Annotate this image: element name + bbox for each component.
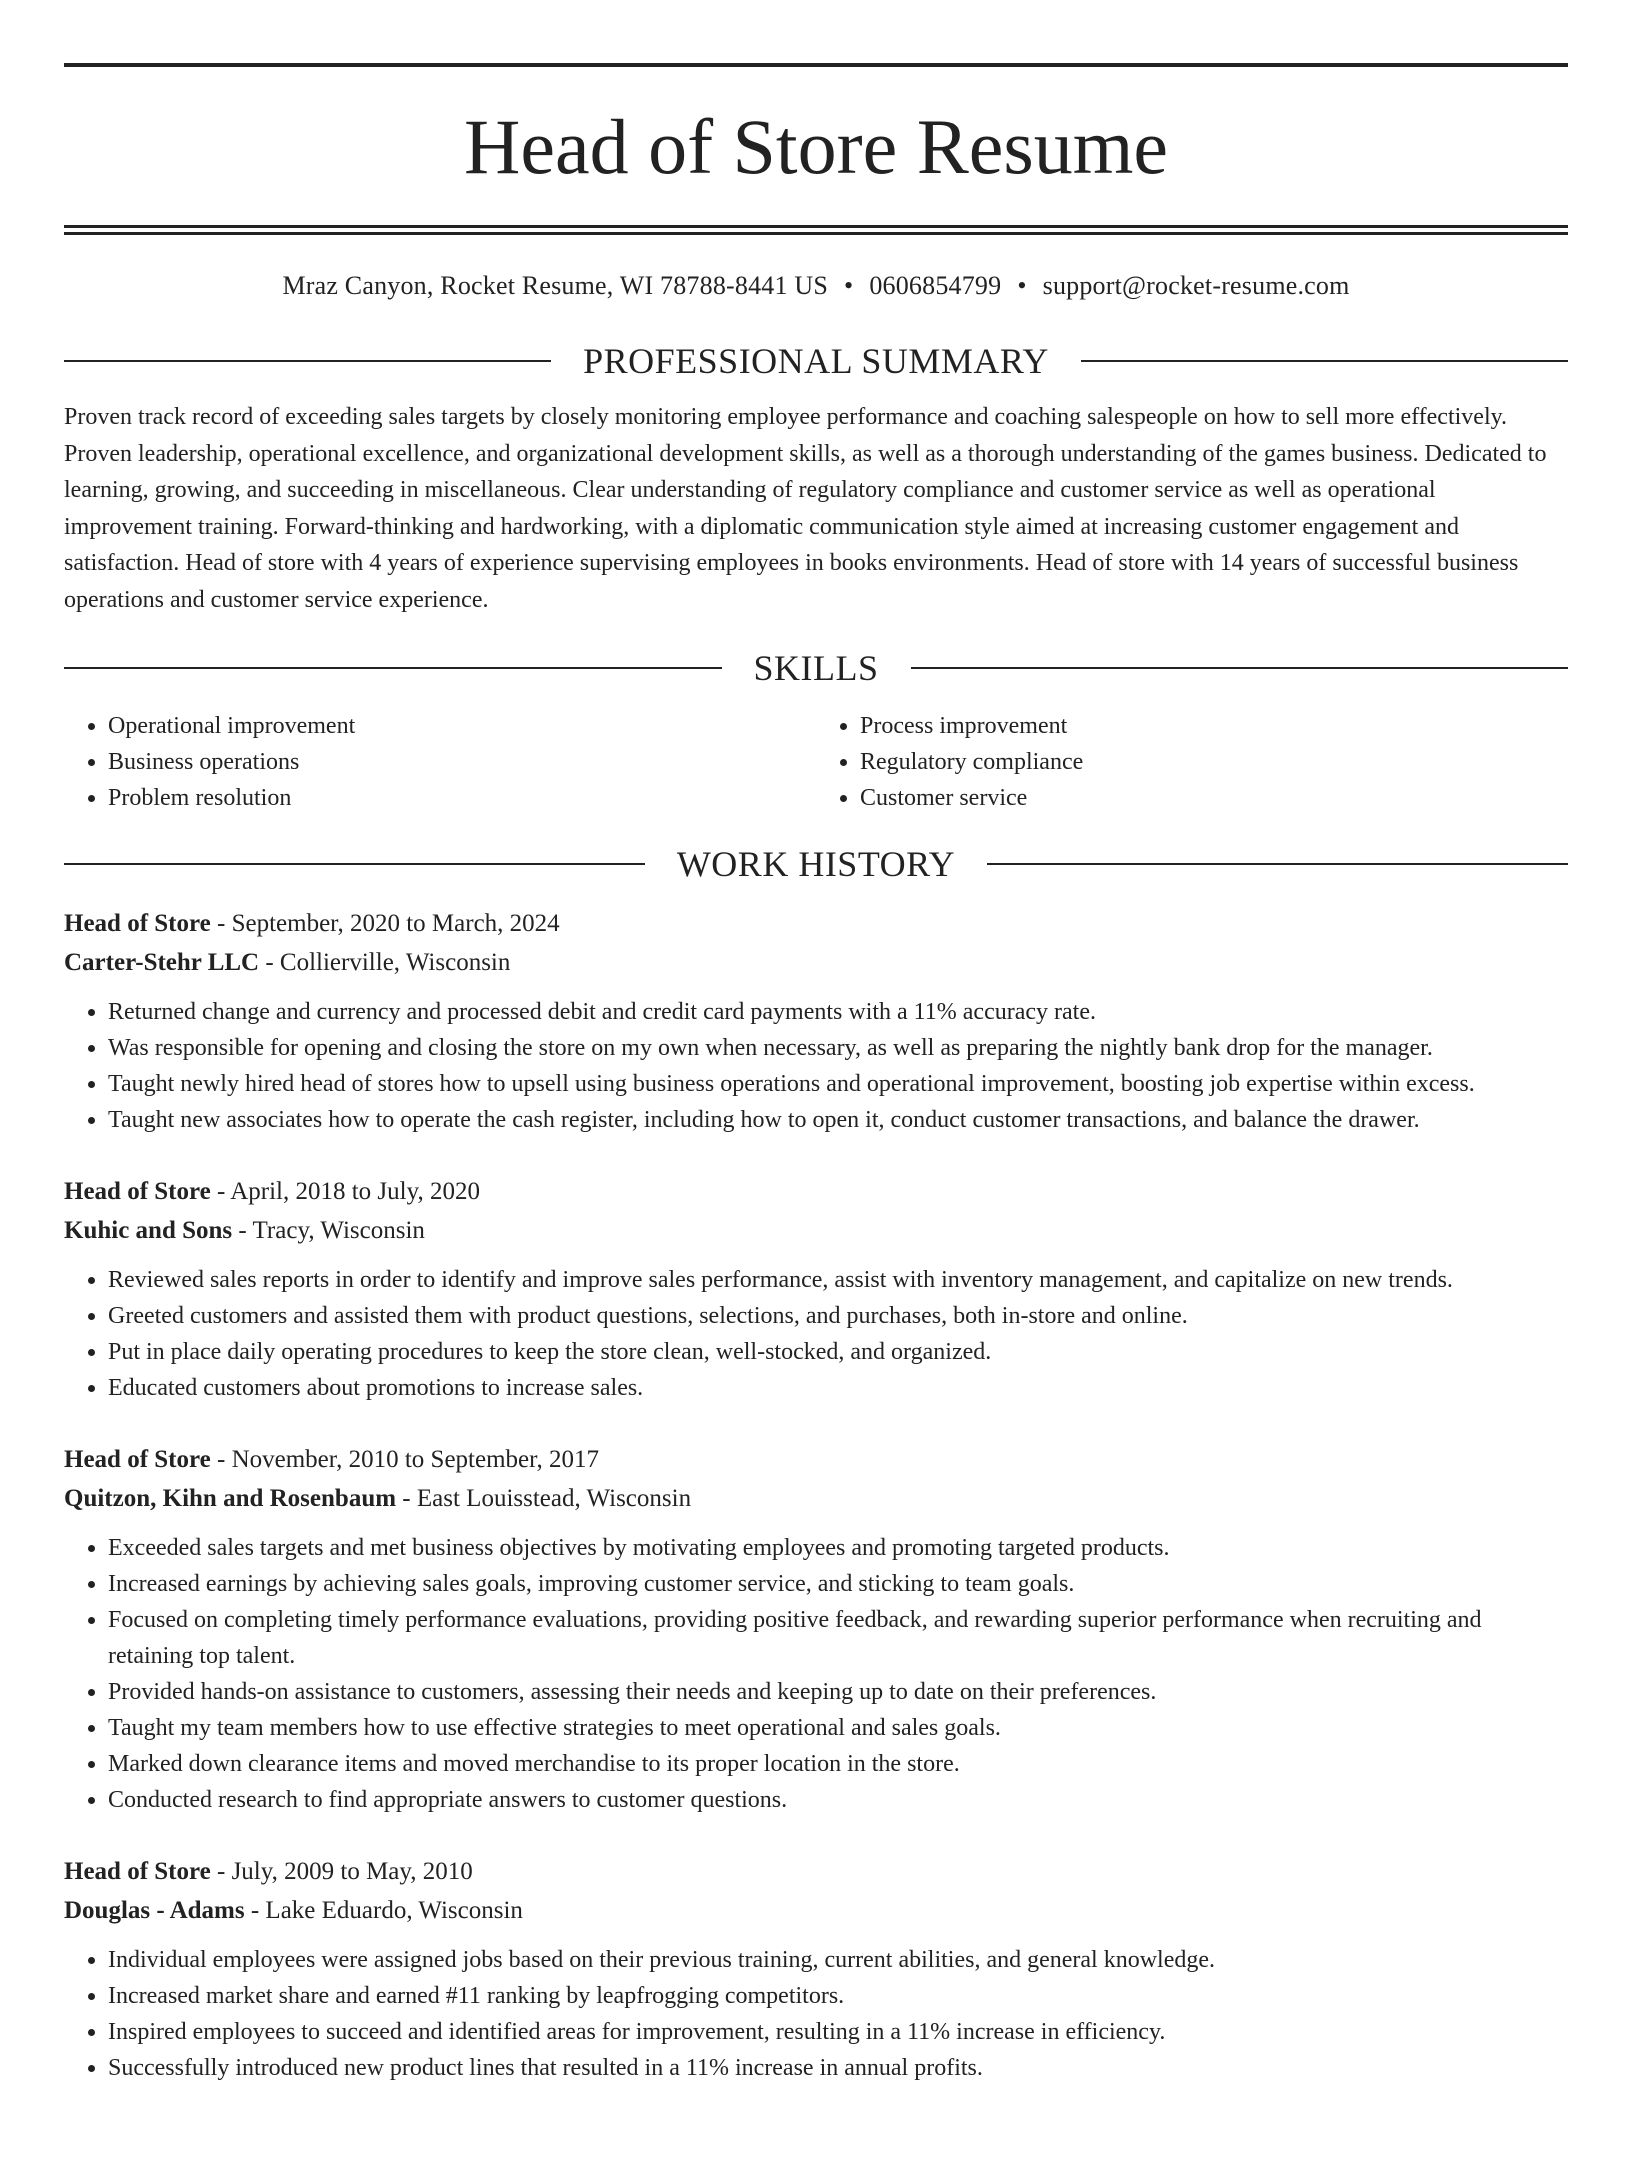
dash: -: [402, 1485, 411, 1512]
skills-list: [64, 708, 1568, 816]
skills-section-heading: [64, 646, 1568, 690]
job-entry: [64, 904, 1568, 1138]
job-bullet: • Greeted customers and assisted them with product questions, selections, and purchases, both in-store and online.: [108, 1298, 1568, 1334]
dash: -: [217, 1178, 226, 1205]
summary-text: Proven track record of exceeding sales targets by closely monitoring employee performance and coaching salespeople on how to sell more effectively. Proven leadership, operational excellence, and organizational development skills, as well as a thorough understanding of the games business. Dedicated to learning, growing, and succeeding in miscellaneous. Clear understanding of regulatory compliance and customer service as well as operational improvement training. Forward-thinking and hardworking, with a diplomatic communication style aimed at increasing customer engagement and satisfaction. Head of store with 4 years of experience supervising employees in books environments. Head of store with 14 years of successful business operations and customer service experience.: [64, 404, 1547, 613]
skill-item: • Problem resolution: [108, 780, 816, 816]
skill-item: • Customer service: [860, 780, 1568, 816]
job-dates: November, 2010 to September, 2017: [231, 1446, 599, 1473]
job-company-line: [64, 1891, 1568, 1930]
job-bullets: [64, 1262, 1568, 1406]
job-bullets: [64, 1530, 1568, 1818]
job-bullets: [64, 1942, 1568, 2086]
job-location: Lake Eduardo, Wisconsin: [265, 1897, 523, 1924]
contact-phone: 0606854799: [869, 271, 1002, 300]
skill-item: • Operational improvement: [108, 708, 816, 744]
job-title-line: [64, 1172, 1568, 1211]
job-entry: [64, 1172, 1568, 1406]
job-location: East Louisstead, Wisconsin: [416, 1485, 692, 1512]
job-bullet: • Put in place daily operating procedures to keep the store clean, well-stocked, and organized.: [108, 1334, 1568, 1370]
job-entry: [64, 1440, 1568, 1818]
job-bullet: • Individual employees were assigned jobs based on their previous training, current abilities, and general knowledge.: [108, 1942, 1568, 1978]
dash: -: [217, 910, 226, 937]
contact-email: support@rocket-resume.com: [1042, 271, 1350, 300]
job-bullet: • Returned change and currency and processed debit and credit card payments with a 11% accuracy rate.: [108, 994, 1568, 1030]
heading-rule: [987, 863, 1568, 865]
job-company-line: [64, 1479, 1568, 1518]
job-company: Quitzon, Kihn and Rosenbaum: [64, 1485, 397, 1512]
job-entry: [64, 1852, 1568, 2086]
dash: -: [238, 1217, 247, 1244]
job-bullet: • Exceeded sales targets and met business objectives by motivating employees and promoting targeted products.: [108, 1530, 1568, 1566]
job-bullet: • Provided hands-on assistance to customers, assessing their needs and keeping up to date on their preferences.: [108, 1674, 1568, 1710]
summary-heading: PROFESSIONAL SUMMARY: [583, 341, 1049, 381]
dash: -: [217, 1858, 226, 1885]
skills-column-left: [64, 708, 816, 816]
job-bullet: • Taught my team members how to use effective strategies to meet operational and sales goals.: [108, 1710, 1568, 1746]
job-bullet: • Focused on completing timely performance evaluations, providing positive feedback, and rewarding superior performance when recruiting and retaining top talent.: [108, 1602, 1568, 1674]
job-bullet: • Increased earnings by achieving sales goals, improving customer service, and sticking to team goals.: [108, 1566, 1568, 1602]
skills-column-right: [816, 708, 1568, 816]
contact-separator: •: [844, 271, 854, 300]
resume-page: [0, 63, 1632, 2175]
job-bullet: • Conducted research to find appropriate answers to customer questions.: [108, 1782, 1568, 1818]
job-company: Carter-Stehr LLC: [64, 949, 260, 976]
skills-heading: SKILLS: [753, 648, 879, 688]
job-dates: September, 2020 to March, 2024: [231, 910, 560, 937]
skill-item: • Process improvement: [860, 708, 1568, 744]
resume-title: Head of Store Resume: [464, 103, 1168, 190]
job-bullet: • Taught new associates how to operate the cash register, including how to open it, conduct customer transactions, and balance the drawer.: [108, 1102, 1568, 1138]
job-bullet: • Successfully introduced new product lines that resulted in a 11% increase in annual profits.: [108, 2050, 1568, 2086]
skill-item: • Business operations: [108, 744, 816, 780]
job-bullet: • Inspired employees to succeed and identified areas for improvement, resulting in a 11% increase in efficiency.: [108, 2014, 1568, 2050]
dash: -: [217, 1446, 226, 1473]
heading-rule: [64, 667, 722, 669]
job-bullet: • Marked down clearance items and moved merchandise to its proper location in the store.: [108, 1746, 1568, 1782]
skill-item: • Regulatory compliance: [860, 744, 1568, 780]
heading-rule: [911, 667, 1569, 669]
job-bullet: • Educated customers about promotions to increase sales.: [108, 1370, 1568, 1406]
heading-rule: [1081, 360, 1568, 362]
job-role: Head of Store: [64, 1858, 211, 1885]
contact-separator: •: [1017, 271, 1027, 300]
double-rule: [64, 225, 1568, 235]
job-company-line: [64, 1211, 1568, 1250]
contact-line: [64, 269, 1568, 303]
top-rule: [64, 63, 1568, 67]
job-location: Collierville, Wisconsin: [279, 949, 511, 976]
job-bullet: • Increased market share and earned #11 ranking by leapfrogging competitors.: [108, 1978, 1568, 2014]
work-heading: WORK HISTORY: [676, 844, 956, 884]
job-role: Head of Store: [64, 1178, 211, 1205]
dash: -: [265, 949, 274, 976]
job-dates: July, 2009 to May, 2010: [231, 1858, 473, 1885]
job-bullet: • Reviewed sales reports in order to identify and improve sales performance, assist with inventory management, and capitalize on new trends.: [108, 1262, 1568, 1298]
job-dates: April, 2018 to July, 2020: [230, 1178, 480, 1205]
job-bullet: • Was responsible for opening and closing the store on my own when necessary, as well as preparing the nightly bank drop for the manager.: [108, 1030, 1568, 1066]
job-bullet: • Taught newly hired head of stores how to upsell using business operations and operational improvement, boosting job expertise within excess.: [108, 1066, 1568, 1102]
job-company: Kuhic and Sons: [64, 1217, 233, 1244]
summary-section-heading: [64, 339, 1568, 383]
job-location: Tracy, Wisconsin: [252, 1217, 425, 1244]
work-section-heading: [64, 842, 1568, 886]
job-title-line: [64, 904, 1568, 943]
job-bullets: [64, 994, 1568, 1138]
job-company: Douglas - Adams: [64, 1897, 245, 1924]
job-title-line: [64, 1852, 1568, 1891]
dash: -: [250, 1897, 260, 1924]
job-role: Head of Store: [64, 1446, 211, 1473]
heading-rule: [64, 863, 645, 865]
job-company-line: [64, 943, 1568, 982]
job-title-line: [64, 1440, 1568, 1479]
job-role: Head of Store: [64, 910, 211, 937]
heading-rule: [64, 360, 551, 362]
contact-address: Mraz Canyon, Rocket Resume, WI 78788-8441 US: [282, 271, 829, 300]
